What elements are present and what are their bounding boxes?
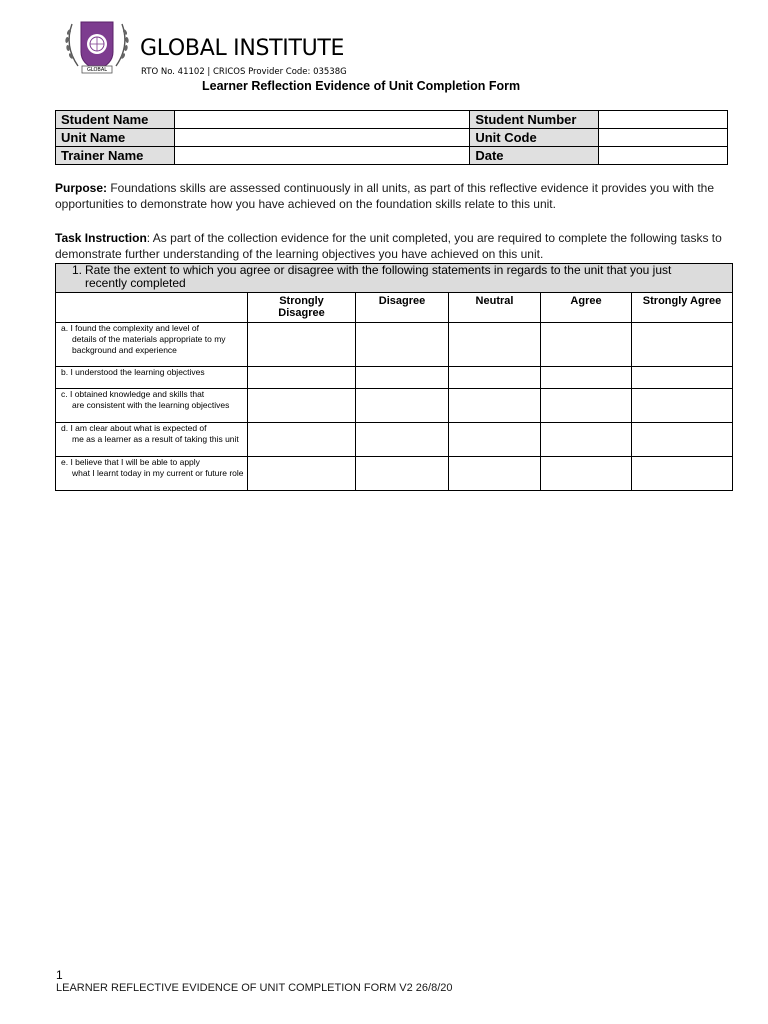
- rating-cell[interactable]: [248, 389, 356, 423]
- statement-c-first-line: c. I obtained knowledge and skills that: [61, 389, 205, 399]
- purpose-paragraph: [55, 180, 735, 212]
- trainer-name-field[interactable]: [174, 147, 469, 165]
- rating-cell[interactable]: [356, 457, 449, 491]
- student-name-field[interactable]: [174, 111, 469, 129]
- purpose-text: Foundations skills are assessed continuously in all units, as part of this reflective evidence it provides you with the opportunities to demonstrate how you have achieved on the foundation skills relate to this unit.: [55, 181, 714, 211]
- statement-b: [56, 367, 248, 389]
- rating-cell[interactable]: [248, 367, 356, 389]
- unit-name-label: Unit Name: [56, 129, 175, 147]
- statement-header-cell: [56, 293, 248, 323]
- rating-cell[interactable]: [632, 389, 733, 423]
- rating-cell[interactable]: [449, 423, 541, 457]
- student-number-label: Student Number: [470, 111, 599, 129]
- rating-cell[interactable]: [248, 423, 356, 457]
- unit-code-field[interactable]: [599, 129, 728, 147]
- statement-d-first-line: d. I am clear about what is expected of: [61, 423, 207, 433]
- rating-cell[interactable]: [632, 457, 733, 491]
- date-label: Date: [470, 147, 599, 165]
- statement-e: [56, 457, 248, 491]
- statement-e-continuation: what I learnt today in my current or future role: [72, 468, 244, 478]
- rating-cell[interactable]: [356, 389, 449, 423]
- column-header-disagree: Disagree: [356, 293, 449, 323]
- student-info-table: [55, 110, 728, 165]
- rating-cell[interactable]: [248, 323, 356, 367]
- statement-b-first-line: b. I understood the learning objectives: [61, 367, 205, 377]
- rating-cell[interactable]: [632, 323, 733, 367]
- purpose-label: Purpose:: [55, 181, 108, 195]
- student-number-field[interactable]: [599, 111, 728, 129]
- statement-a-continuation: details of the materials appropriate to my background and experience: [72, 334, 226, 355]
- column-header-strongly-agree: Strongly Agree: [632, 293, 733, 323]
- footer-text: LEARNER REFLECTIVE EVIDENCE OF UNIT COMPLETION FORM V2 26/8/20: [56, 982, 453, 994]
- trainer-name-label: Trainer Name: [56, 147, 175, 165]
- rating-table: [55, 263, 733, 491]
- rating-cell[interactable]: [248, 457, 356, 491]
- table-row: [56, 129, 728, 147]
- rating-cell[interactable]: [541, 457, 632, 491]
- rating-cell[interactable]: [632, 367, 733, 389]
- column-header-strongly-disagree: Strongly Disagree: [248, 293, 356, 323]
- unit-code-label: Unit Code: [470, 129, 599, 147]
- rating-cell[interactable]: [632, 423, 733, 457]
- rating-cell[interactable]: [449, 323, 541, 367]
- table-row: [56, 367, 733, 389]
- table-row: [56, 147, 728, 165]
- question-text: Rate the extent to which you agree or disagree with the following statements in regards to the unit that you just recently completed: [85, 263, 672, 290]
- task-instruction-paragraph: [55, 230, 735, 262]
- page-number: 1: [56, 968, 63, 982]
- column-header-neutral: Neutral: [449, 293, 541, 323]
- header-row: [56, 293, 733, 323]
- table-row: [56, 111, 728, 129]
- task-instruction-label: Task Instruction: [55, 231, 147, 245]
- table-row: [56, 457, 733, 491]
- rating-cell[interactable]: [541, 389, 632, 423]
- rating-cell[interactable]: [356, 367, 449, 389]
- table-row: [56, 423, 733, 457]
- rating-cell[interactable]: [541, 423, 632, 457]
- date-field[interactable]: [599, 147, 728, 165]
- unit-name-field[interactable]: [174, 129, 469, 147]
- table-row: [56, 323, 733, 367]
- rating-cell[interactable]: [356, 323, 449, 367]
- rating-cell[interactable]: [541, 367, 632, 389]
- student-name-label: Student Name: [56, 111, 175, 129]
- rto-line: RTO No. 41102 | CRICOS Provider Code: 03538G: [141, 67, 347, 77]
- task-instruction-text: : As part of the collection evidence for the unit completed, you are required to complete the following tasks to demonstrate further understanding of the learning objectives you have achieved on this unit.: [55, 231, 722, 261]
- table-row: [56, 389, 733, 423]
- rating-cell[interactable]: [541, 323, 632, 367]
- rating-cell[interactable]: [449, 389, 541, 423]
- question-number: 1.: [71, 263, 82, 277]
- rating-cell[interactable]: [449, 457, 541, 491]
- column-header-agree: Agree: [541, 293, 632, 323]
- form-title: Learner Reflection Evidence of Unit Completion Form: [202, 79, 521, 93]
- statement-a-first-line: a. I found the complexity and level of: [61, 323, 199, 333]
- statement-c: [56, 389, 248, 423]
- rating-cell[interactable]: [356, 423, 449, 457]
- statement-e-first-line: e. I believe that I will be able to apply: [61, 457, 200, 467]
- statement-a: [56, 323, 248, 367]
- logo-banner-text: GLOBAL: [86, 67, 108, 73]
- statement-c-continuation: are consistent with the learning objectives: [72, 400, 230, 410]
- rating-cell[interactable]: [449, 367, 541, 389]
- statement-d-continuation: me as a learner as a result of taking this unit: [72, 434, 239, 444]
- question-row: [56, 264, 733, 293]
- statement-d: [56, 423, 248, 457]
- institute-name: GLOBAL INSTITUTE: [140, 36, 345, 61]
- question-cell: [56, 264, 733, 293]
